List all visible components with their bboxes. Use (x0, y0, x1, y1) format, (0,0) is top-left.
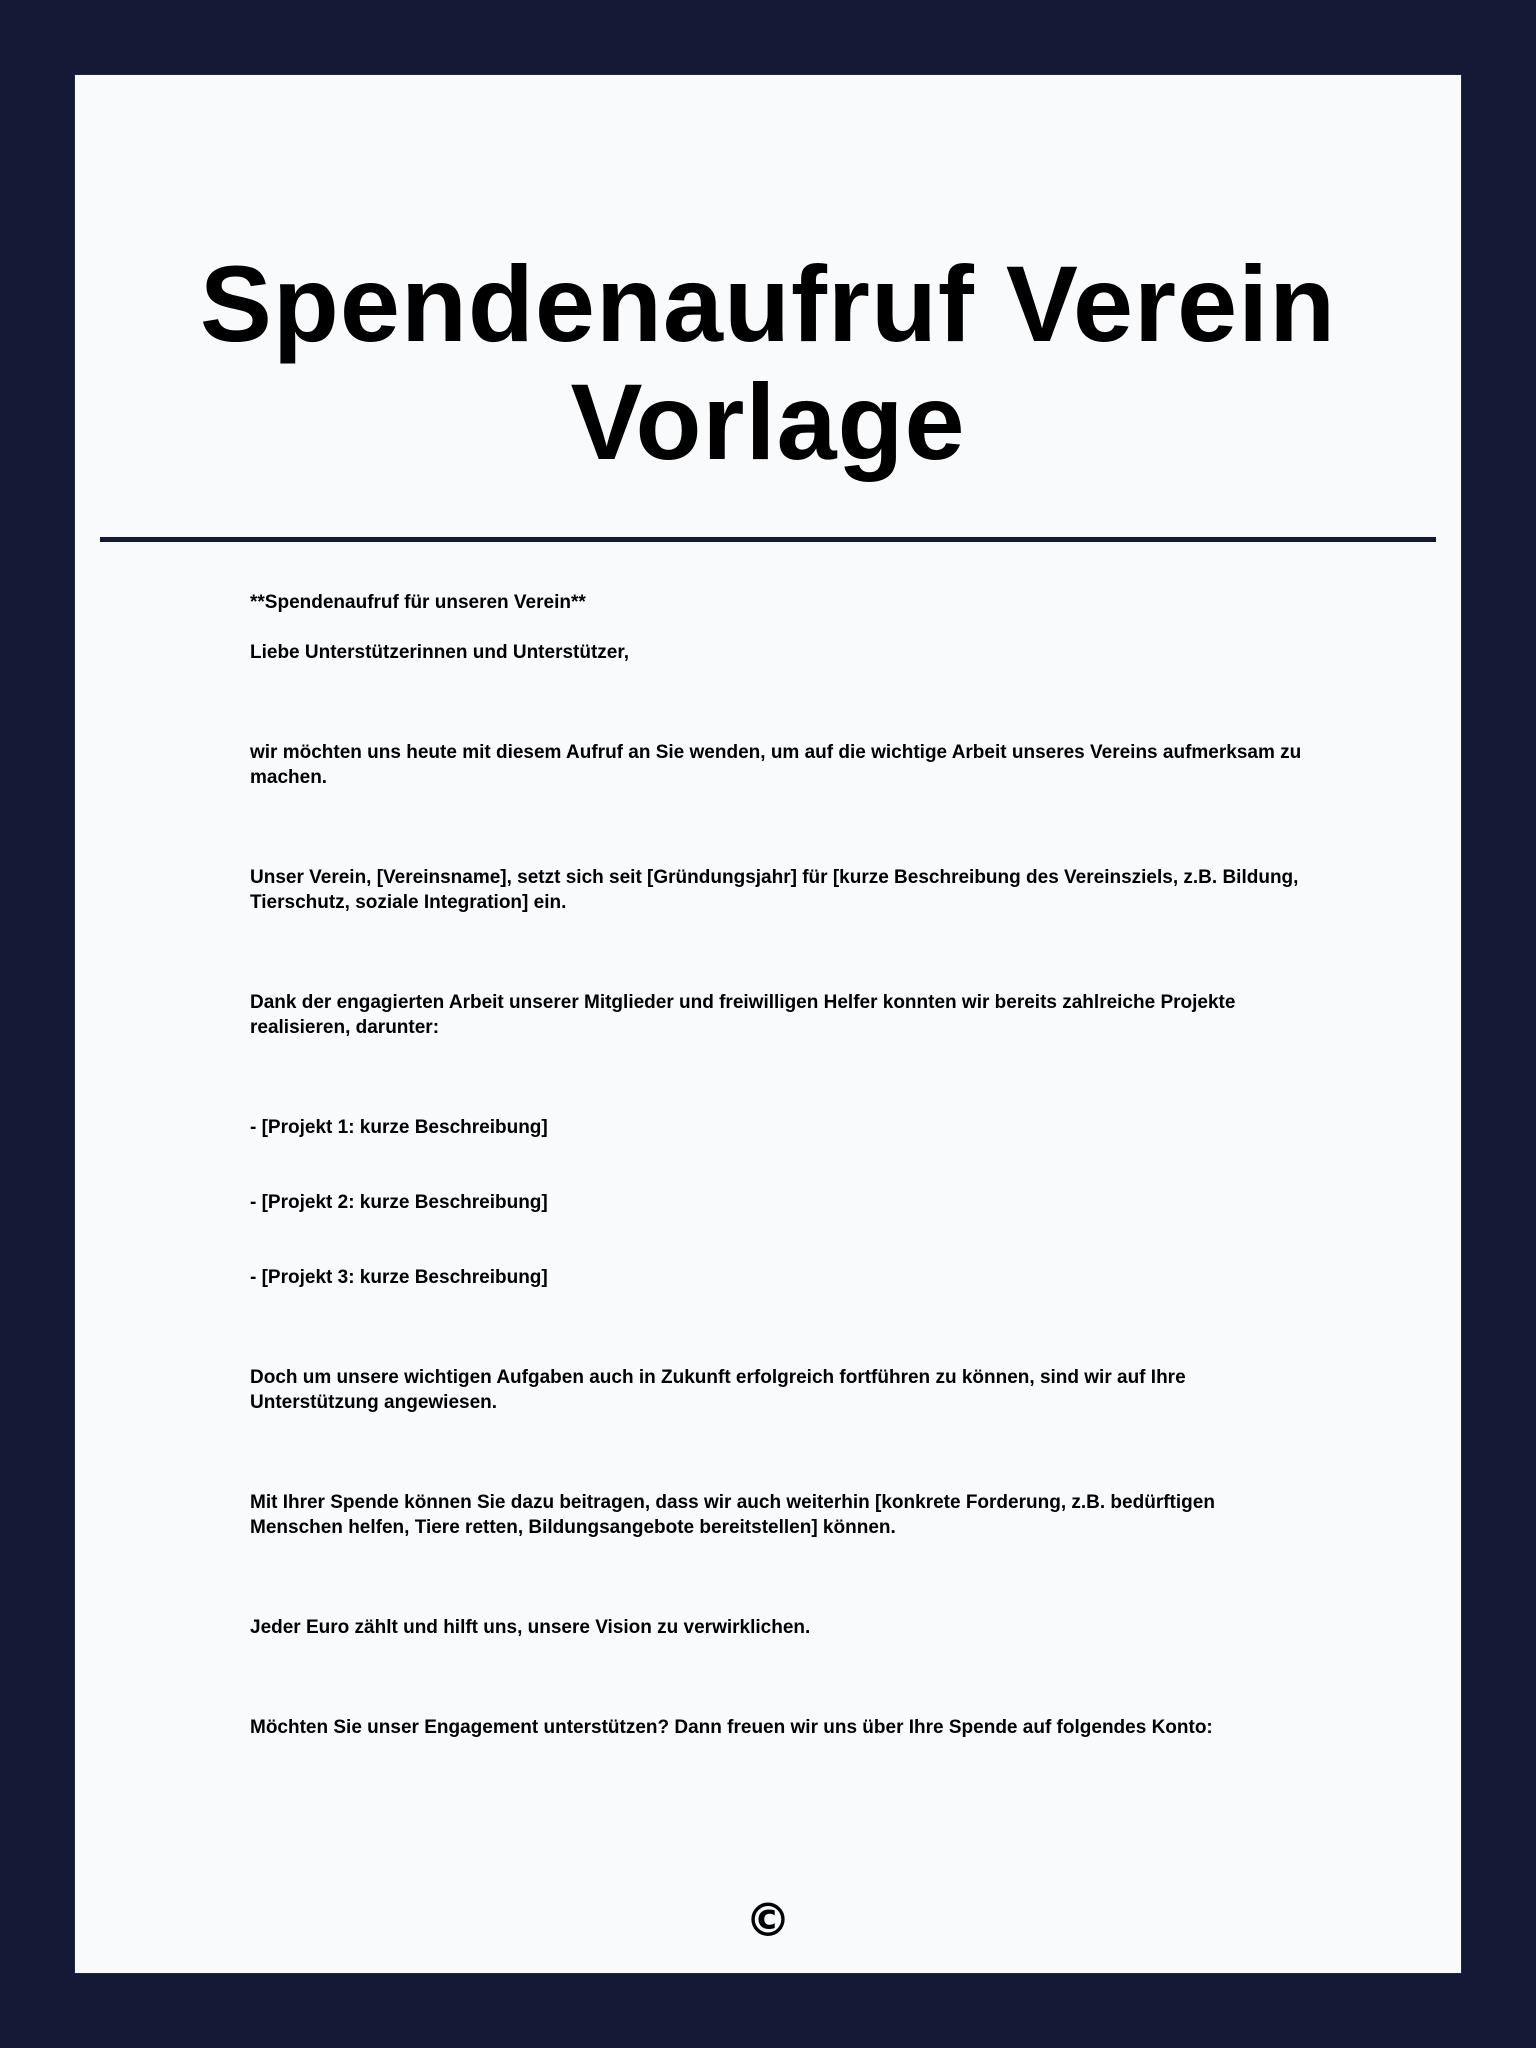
paragraph-support: Doch um unsere wichtigen Aufgaben auch in Zukunft erfolgreich fortführen zu können, sind wir auf Ihre Unterstützung angewiesen. (250, 1367, 1186, 1413)
copyright-icon: © (745, 1893, 791, 1947)
title-divider (100, 537, 1436, 542)
paragraph-intro: wir möchten uns heute mit diesem Aufruf an Sie wenden, um auf die wichtige Arbeit unseres Vereins aufmerksam zu machen. (250, 742, 1302, 788)
paragraph-account: Möchten Sie unser Engagement unterstützen? Dann freuen wir uns über Ihre Spende auf folgendes Konto: (250, 1717, 1213, 1738)
list-item-project-1: - [Projekt 1: kurze Beschreibung] (250, 1117, 548, 1138)
paragraph-every-euro: Jeder Euro zählt und hilft uns, unsere Vision zu verwirklichen. (250, 1617, 811, 1638)
paragraph-donation: Mit Ihrer Spende können Sie dazu beitragen, dass wir auch weiterhin [konkrete Forderung, z.B. bedürftigen Menschen helfen, Tiere retten, Bildungsangebote bereitstellen] können. (250, 1492, 1215, 1538)
subject-line: **Spendenaufruf für unseren Verein** (250, 592, 586, 613)
document-page (75, 75, 1461, 1973)
document-title: Spendenaufruf Verein Vorlage (199, 243, 1337, 482)
paragraph-association: Unser Verein, [Vereinsname], setzt sich seit [Gründungsjahr] für [kurze Beschreibung des Vereinsziels, z.B. Bildung, Tierschutz, soziale Integration] ein. (250, 867, 1299, 913)
list-item-project-3: - [Projekt 3: kurze Beschreibung] (250, 1267, 548, 1288)
salutation: Liebe Unterstützerinnen und Unterstützer, (250, 642, 629, 663)
paragraph-projects: Dank der engagierten Arbeit unserer Mitglieder und freiwilligen Helfer konnten wir bereits zahlreiche Projekte realisieren, darunter: (250, 992, 1236, 1038)
list-item-project-2: - [Projekt 2: kurze Beschreibung] (250, 1192, 548, 1213)
